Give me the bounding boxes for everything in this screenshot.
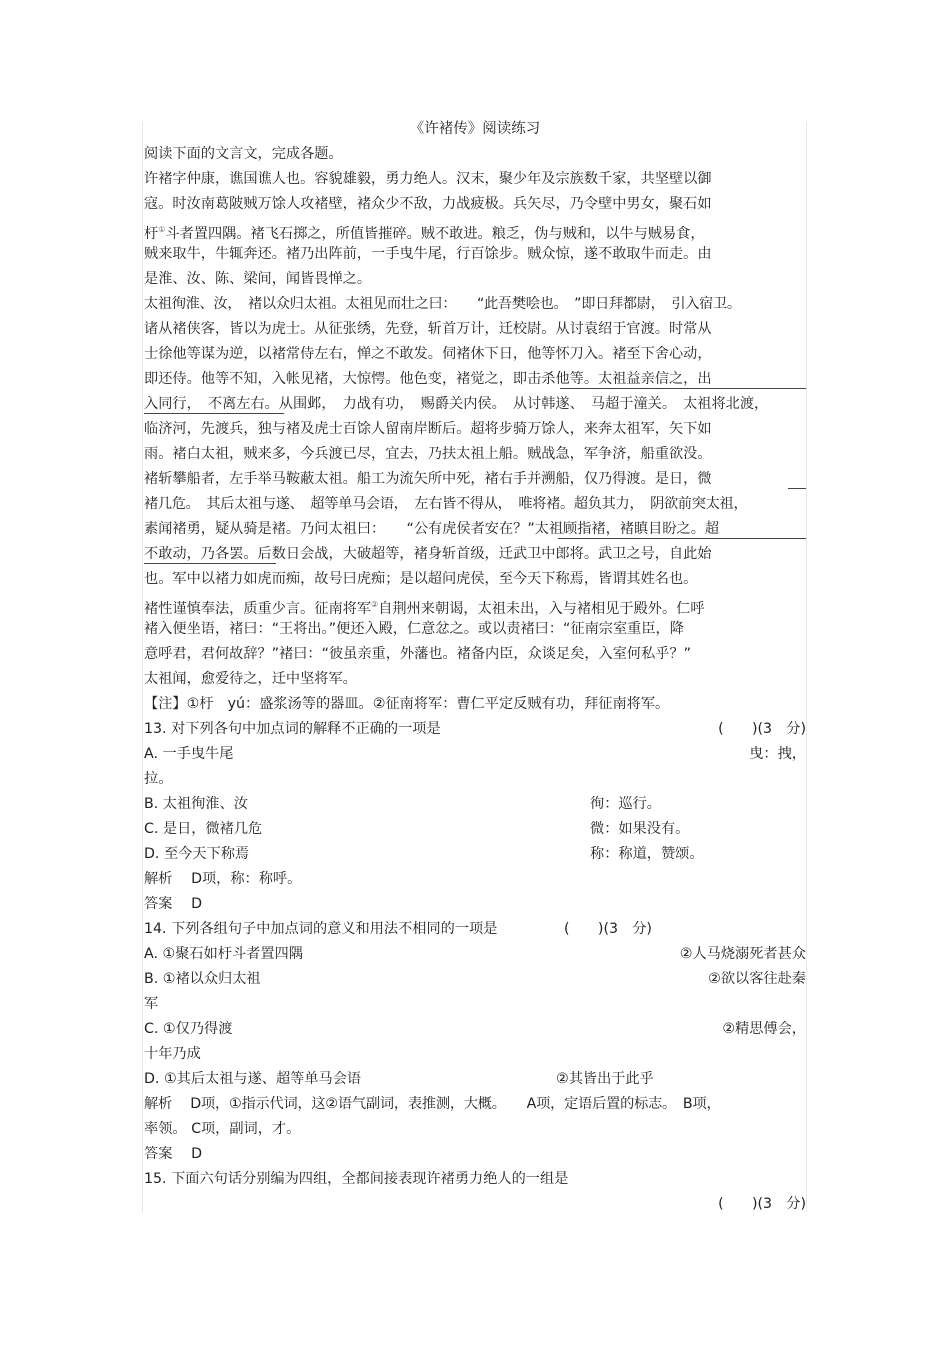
passage-line: 许褚字仲康，谯国谯人也。容貌雄毅，勇力绝人。汉末，聚少年及宗族数千家，共坚壁以御 bbox=[144, 171, 712, 187]
option-b-continued: 军 bbox=[144, 996, 159, 1012]
option-compare: ②人马烧溺死者甚众 bbox=[679, 946, 806, 962]
passage-line: 寇。时汝南葛陂贼万馀人攻褚壁，褚众少不敌，力战疲极。兵矢尽，乃令壁中男女，聚石如 bbox=[144, 196, 712, 212]
passage-line bbox=[144, 217, 806, 242]
underline-mark bbox=[788, 488, 806, 489]
passage-text: 斗者置四隅。褚飞石掷之，所值皆摧碎。贼不敢进。粮乏，伪与贼和，以牛与贼易食， bbox=[165, 226, 705, 242]
passage-text: 从围邺， 力战有功， 赐爵关内侯。 从讨韩遂、 马超于潼关。 太祖将北渡， bbox=[278, 396, 769, 412]
option-explanation: 徇：巡行。 bbox=[590, 796, 661, 812]
option-text: A. 一手曳牛尾 bbox=[144, 746, 234, 762]
answer-text: 答案 D bbox=[144, 1146, 202, 1162]
underline-mark bbox=[144, 413, 284, 414]
score-label: ( )(3 分) bbox=[718, 721, 806, 737]
passage-text: 自荆州来朝谒，太祖未出，入与褚相见于殿外。仁呼 bbox=[378, 601, 705, 617]
passage-line: 士徐他等谋为逆，以褚常侍左右，惮之不敢发。伺褚休下日，他等怀刀入。褚至下舍心动， bbox=[144, 346, 712, 362]
passage-line: 也。军中以褚力如虎而痴，故号曰虎痴；是以超问虎侯，至今天下称焉，皆谓其姓名也。 bbox=[144, 571, 698, 587]
option-explanation: 微：如果没有。 bbox=[590, 821, 690, 837]
passage-line: 褚几危。 其后太祖与遂、 超等单马会语， 左右皆不得从， 唯将褚。超负其力， 阴欲前突太祖， bbox=[144, 496, 748, 512]
option-a bbox=[144, 942, 806, 967]
option-d bbox=[144, 842, 806, 867]
option-compare: ②精思傅会， bbox=[722, 1021, 806, 1037]
option-text: B. 太祖徇淮、汝 bbox=[144, 796, 248, 812]
option-explanation: 曳：拽， bbox=[749, 746, 806, 762]
passage-line: 临济河，先渡兵，独与褚及虎士百馀人留南岸断后。超将步骑万馀人，来奔太祖军，矢下如 bbox=[144, 421, 712, 437]
passage-line: 褚入便坐语，褚曰：“王将出。”便还入殿，仁意忿之。或以责褚曰：“征南宗室重臣，降 bbox=[144, 621, 684, 637]
option-text: A. ①聚石如杅斗者置四隅 bbox=[144, 946, 303, 962]
option-explanation: 称：称道，赞颂。 bbox=[590, 846, 704, 862]
analysis-text: 解析 D项，①指示代词，这②语气副词，表推测，大概。 A项，定语后置的标志。 B项， bbox=[144, 1096, 721, 1112]
right-margin-line bbox=[806, 122, 807, 1212]
analysis-text: 解析 D项，称：称呼。 bbox=[144, 871, 302, 887]
left-margin-line bbox=[142, 122, 143, 1212]
passage-line: 太祖闻，愈爱待之，迁中坚将军。 bbox=[144, 671, 357, 687]
option-compare: ②欲以客往赴秦 bbox=[708, 971, 806, 987]
underline-mark bbox=[560, 388, 806, 389]
question-13-stem bbox=[144, 717, 806, 742]
answer-text: 答案 D bbox=[144, 896, 202, 912]
question-text: 14. 下列各组句子中加点词的意义和用法不相同的一项是 bbox=[144, 921, 498, 937]
footnote-marker: ② bbox=[371, 600, 379, 609]
passage-line: 褚斩攀船者，左手举马鞍蔽太祖。船工为流矢所中死，褚右手并溯船，仅乃得渡。是日，微 bbox=[144, 471, 712, 487]
passage-line: 诸从褚侠客，皆以为虎士。从征张绣，先登，斩首万计，迁校尉。从讨袁绍于官渡。时常从 bbox=[144, 321, 712, 337]
option-a bbox=[144, 742, 806, 767]
option-c bbox=[144, 1017, 806, 1042]
score-label: ( )(3 分) bbox=[564, 921, 652, 937]
passage-text: 褚性谨慎奉法，质重少言。征南将军 bbox=[144, 601, 372, 617]
passage-line bbox=[144, 592, 806, 617]
question-15-score-line bbox=[144, 1192, 806, 1217]
passage-text: 入同行， 不离左右。 bbox=[144, 396, 279, 412]
footnote-marker: ① bbox=[158, 225, 166, 234]
passage-line: 是淮、汝、陈、梁间，闻皆畏惮之。 bbox=[144, 271, 372, 287]
passage-text: 后数日会战，大破超等，褚身斩首级，迁武卫中郎将。武卫之号，自此始 bbox=[257, 546, 712, 562]
option-a-continued: 拉。 bbox=[144, 771, 173, 787]
option-text: B. ①褚以众归太祖 bbox=[144, 971, 261, 987]
question-14-stem bbox=[144, 917, 806, 942]
option-b bbox=[144, 792, 806, 817]
passage-text: 不敢动，乃各罢。 bbox=[144, 546, 258, 562]
intro-line: 阅读下面的文言文，完成各题。 bbox=[144, 146, 343, 162]
passage-line: 素闻褚勇，疑从骑是褚。乃问太祖曰： “公有虎侯者安在？”太祖顾指褚，褚瞋目盼之。超 bbox=[144, 521, 720, 537]
option-d bbox=[144, 1067, 806, 1092]
passage-line: 即还侍。他等不知，入帐见褚，大惊愕。他色变，褚觉之，即击杀他等。太祖益亲信之，出 bbox=[144, 371, 712, 387]
underline-mark bbox=[144, 563, 276, 564]
passage-line: 太祖徇淮、汝， 褚以众归太祖。太祖见而壮之曰： “此吾樊哙也。 ”即日拜都尉， 引入宿卫。 bbox=[144, 296, 741, 312]
option-compare: ②其皆出于此乎 bbox=[556, 1071, 654, 1087]
option-c bbox=[144, 817, 806, 842]
passage-text: 杅 bbox=[144, 226, 159, 242]
option-b bbox=[144, 967, 806, 992]
passage-line: 贼来取牛，牛辄奔还。褚乃出阵前，一手曳牛尾，行百馀步。贼众惊，遂不敢取牛而走。由 bbox=[144, 246, 712, 262]
underline-mark bbox=[558, 538, 806, 539]
question-15-stem: 15. 下面六句话分别编为四组，全都间接表现许褚勇力绝人的一组是 bbox=[144, 1171, 569, 1187]
option-text: D. 至今天下称焉 bbox=[144, 846, 250, 862]
option-c-continued: 十年乃成 bbox=[144, 1046, 201, 1062]
option-text: C. 是日，微褚几危 bbox=[144, 821, 263, 837]
option-text: D. ①其后太祖与遂、超等单马会语 bbox=[144, 1071, 362, 1087]
passage-line: 雨。褚白太祖，贼来多，今兵渡已尽，宜去，乃扶太祖上船。贼战急，军争济，船重欲没。 bbox=[144, 446, 712, 462]
passage-line: 意呼君，君何故辞？”褚曰：“彼虽亲重，外藩也。褚备内臣，众谈足矣，入室何私乎？” bbox=[144, 646, 691, 662]
option-text: C. ①仅乃得渡 bbox=[144, 1021, 233, 1037]
question-text: 13. 对下列各句中加点词的解释不正确的一项是 bbox=[144, 721, 441, 737]
analysis-text: 率领。 C项，副词，才。 bbox=[144, 1121, 301, 1137]
score-label: ( )(3 分) bbox=[718, 1196, 806, 1212]
document-title: 《许褚传》阅读练习 bbox=[409, 121, 541, 137]
footnote-text: 【注】①杅 yú：盛浆汤等的器皿。②征南将军：曹仁平定反贼有功，拜征南将军。 bbox=[144, 696, 670, 712]
